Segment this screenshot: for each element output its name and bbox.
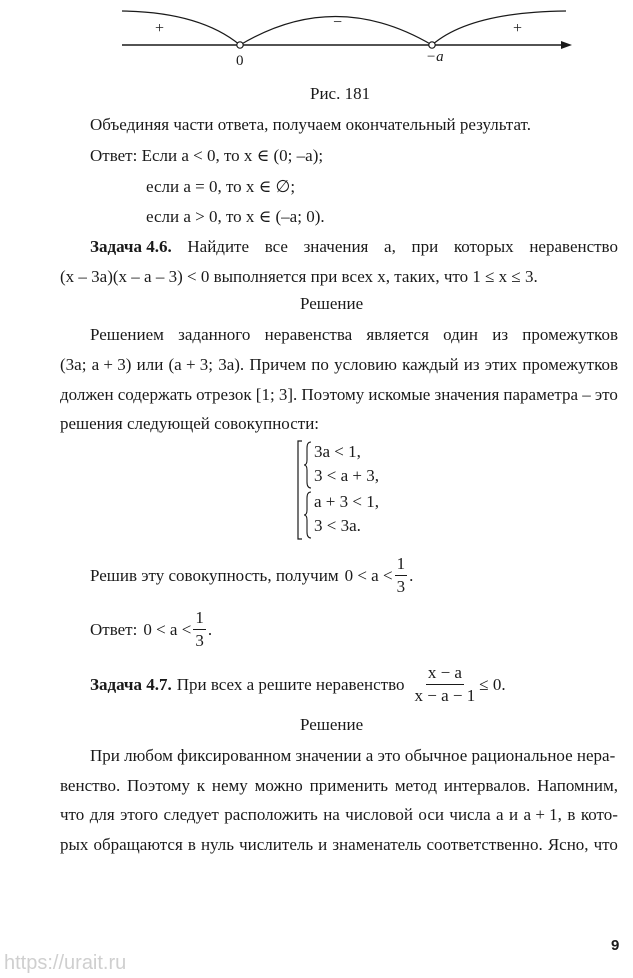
- task46-label: Задача 4.6.: [90, 237, 172, 256]
- sign-left: +: [155, 20, 165, 37]
- watermark-link[interactable]: https://urait.ru: [4, 952, 127, 974]
- task46-line-1: Задача 4.6. Найдите все значения a, при которых неравенство: [90, 237, 618, 256]
- system-eq-2: 3 < a + 3,: [314, 466, 379, 485]
- figure-caption: Рис. 181: [310, 84, 371, 103]
- solved-frac-den: 3: [396, 576, 406, 596]
- system-eq-4: 3 < 3a.: [314, 516, 361, 535]
- solved-text: Решив эту совокупность, получим: [90, 565, 339, 585]
- para3-line-1: При любом фиксированном значении a это обычное рациональное нера-: [90, 746, 616, 765]
- solved-frac-num: 1: [395, 555, 408, 576]
- solution-heading-2: Решение: [300, 715, 364, 734]
- para2-line-1: Решением заданного неравенства является один из промежутков: [90, 325, 618, 344]
- para2-line-3: должен содержать отрезок [1; 3]. Поэтому искомые значения параметра – это: [60, 385, 618, 404]
- answer-frac-num: 1: [193, 609, 206, 630]
- system-eq-1: 3a < 1,: [314, 442, 361, 461]
- point-neg-a-marker: [429, 42, 435, 48]
- answer-line-1: [90, 147, 323, 164]
- task47-label: Задача 4.7.: [90, 674, 172, 694]
- answer-line: Ответ: 0 < a < $\frac{1}{3}$ .: [90, 607, 213, 650]
- answer-fraction: [193, 609, 206, 650]
- number-line-figure: [0, 0, 633, 80]
- answer-case-1: a < 0, то x ∈ (0; –a);: [181, 146, 324, 165]
- answer-label: Ответ:: [90, 619, 138, 639]
- answer-lhs: 0 < a <: [143, 619, 192, 639]
- point-zero-marker: [237, 42, 243, 48]
- task47-rhs: ≤ 0: [479, 674, 502, 694]
- point-zero-label: 0: [236, 53, 244, 69]
- solution-heading-1: Решение: [300, 294, 364, 313]
- para2-line-4: решения следующей совокупности:: [60, 414, 320, 433]
- task47-line: Задача 4.7. При всех a решите неравенство $\frac{x - a}{x - a - 1}$ ≤ 0 .: [90, 662, 506, 705]
- task46-line-2: (x – 3a)(x – a – 3) < 0 выполняется при всех x, таких, что 1 ≤ x ≤ 3.: [60, 267, 538, 286]
- para3-line-2: венство. Поэтому к нему можно применить метод интервалов. Напомним,: [60, 776, 618, 795]
- task47-text: При всех a решите неравенство: [176, 674, 405, 694]
- para3-line-4: рых обращаются в нуль числитель и знаменатель соответственно. Ясно, что: [60, 835, 618, 854]
- arc-right: [432, 11, 566, 45]
- page-number: 9: [611, 937, 620, 954]
- para2-line-2: (3a; a + 3) или (a + 3; 3a). Причем по условию каждый из этих промежутков: [60, 355, 618, 374]
- para3-line-3: что для этого следует расположить на числовой оси числа a и a + 1, в кото-: [60, 805, 618, 824]
- answer-lead: Ответ: Если: [90, 146, 178, 165]
- sign-right: +: [513, 20, 523, 37]
- task47-fraction: [413, 664, 478, 705]
- axis-arrow-icon: [561, 41, 572, 49]
- system-eq-3: a + 3 < 1,: [314, 492, 379, 511]
- task47-frac-den: x − a − 1: [414, 685, 476, 705]
- task47-frac-num: x − a: [426, 664, 464, 685]
- point-neg-a-label: −a: [426, 49, 444, 65]
- answer-frac-den: 3: [195, 630, 204, 650]
- answer-case-2: если a = 0, то x ∈ ∅;: [146, 177, 296, 196]
- answer-case-3: если a > 0, то x ∈ (–a; 0).: [146, 207, 325, 226]
- solved-line: Решив эту совокупность, получим 0 < a < $\frac{1}{3}$ .: [90, 553, 414, 596]
- solved-fraction: [395, 555, 408, 596]
- arc-left: [122, 11, 240, 45]
- sign-middle: −: [333, 14, 343, 31]
- solved-lhs: 0 < a <: [344, 565, 393, 585]
- paragraph-combine: Объединяя части ответа, получаем окончательный результат.: [90, 115, 531, 134]
